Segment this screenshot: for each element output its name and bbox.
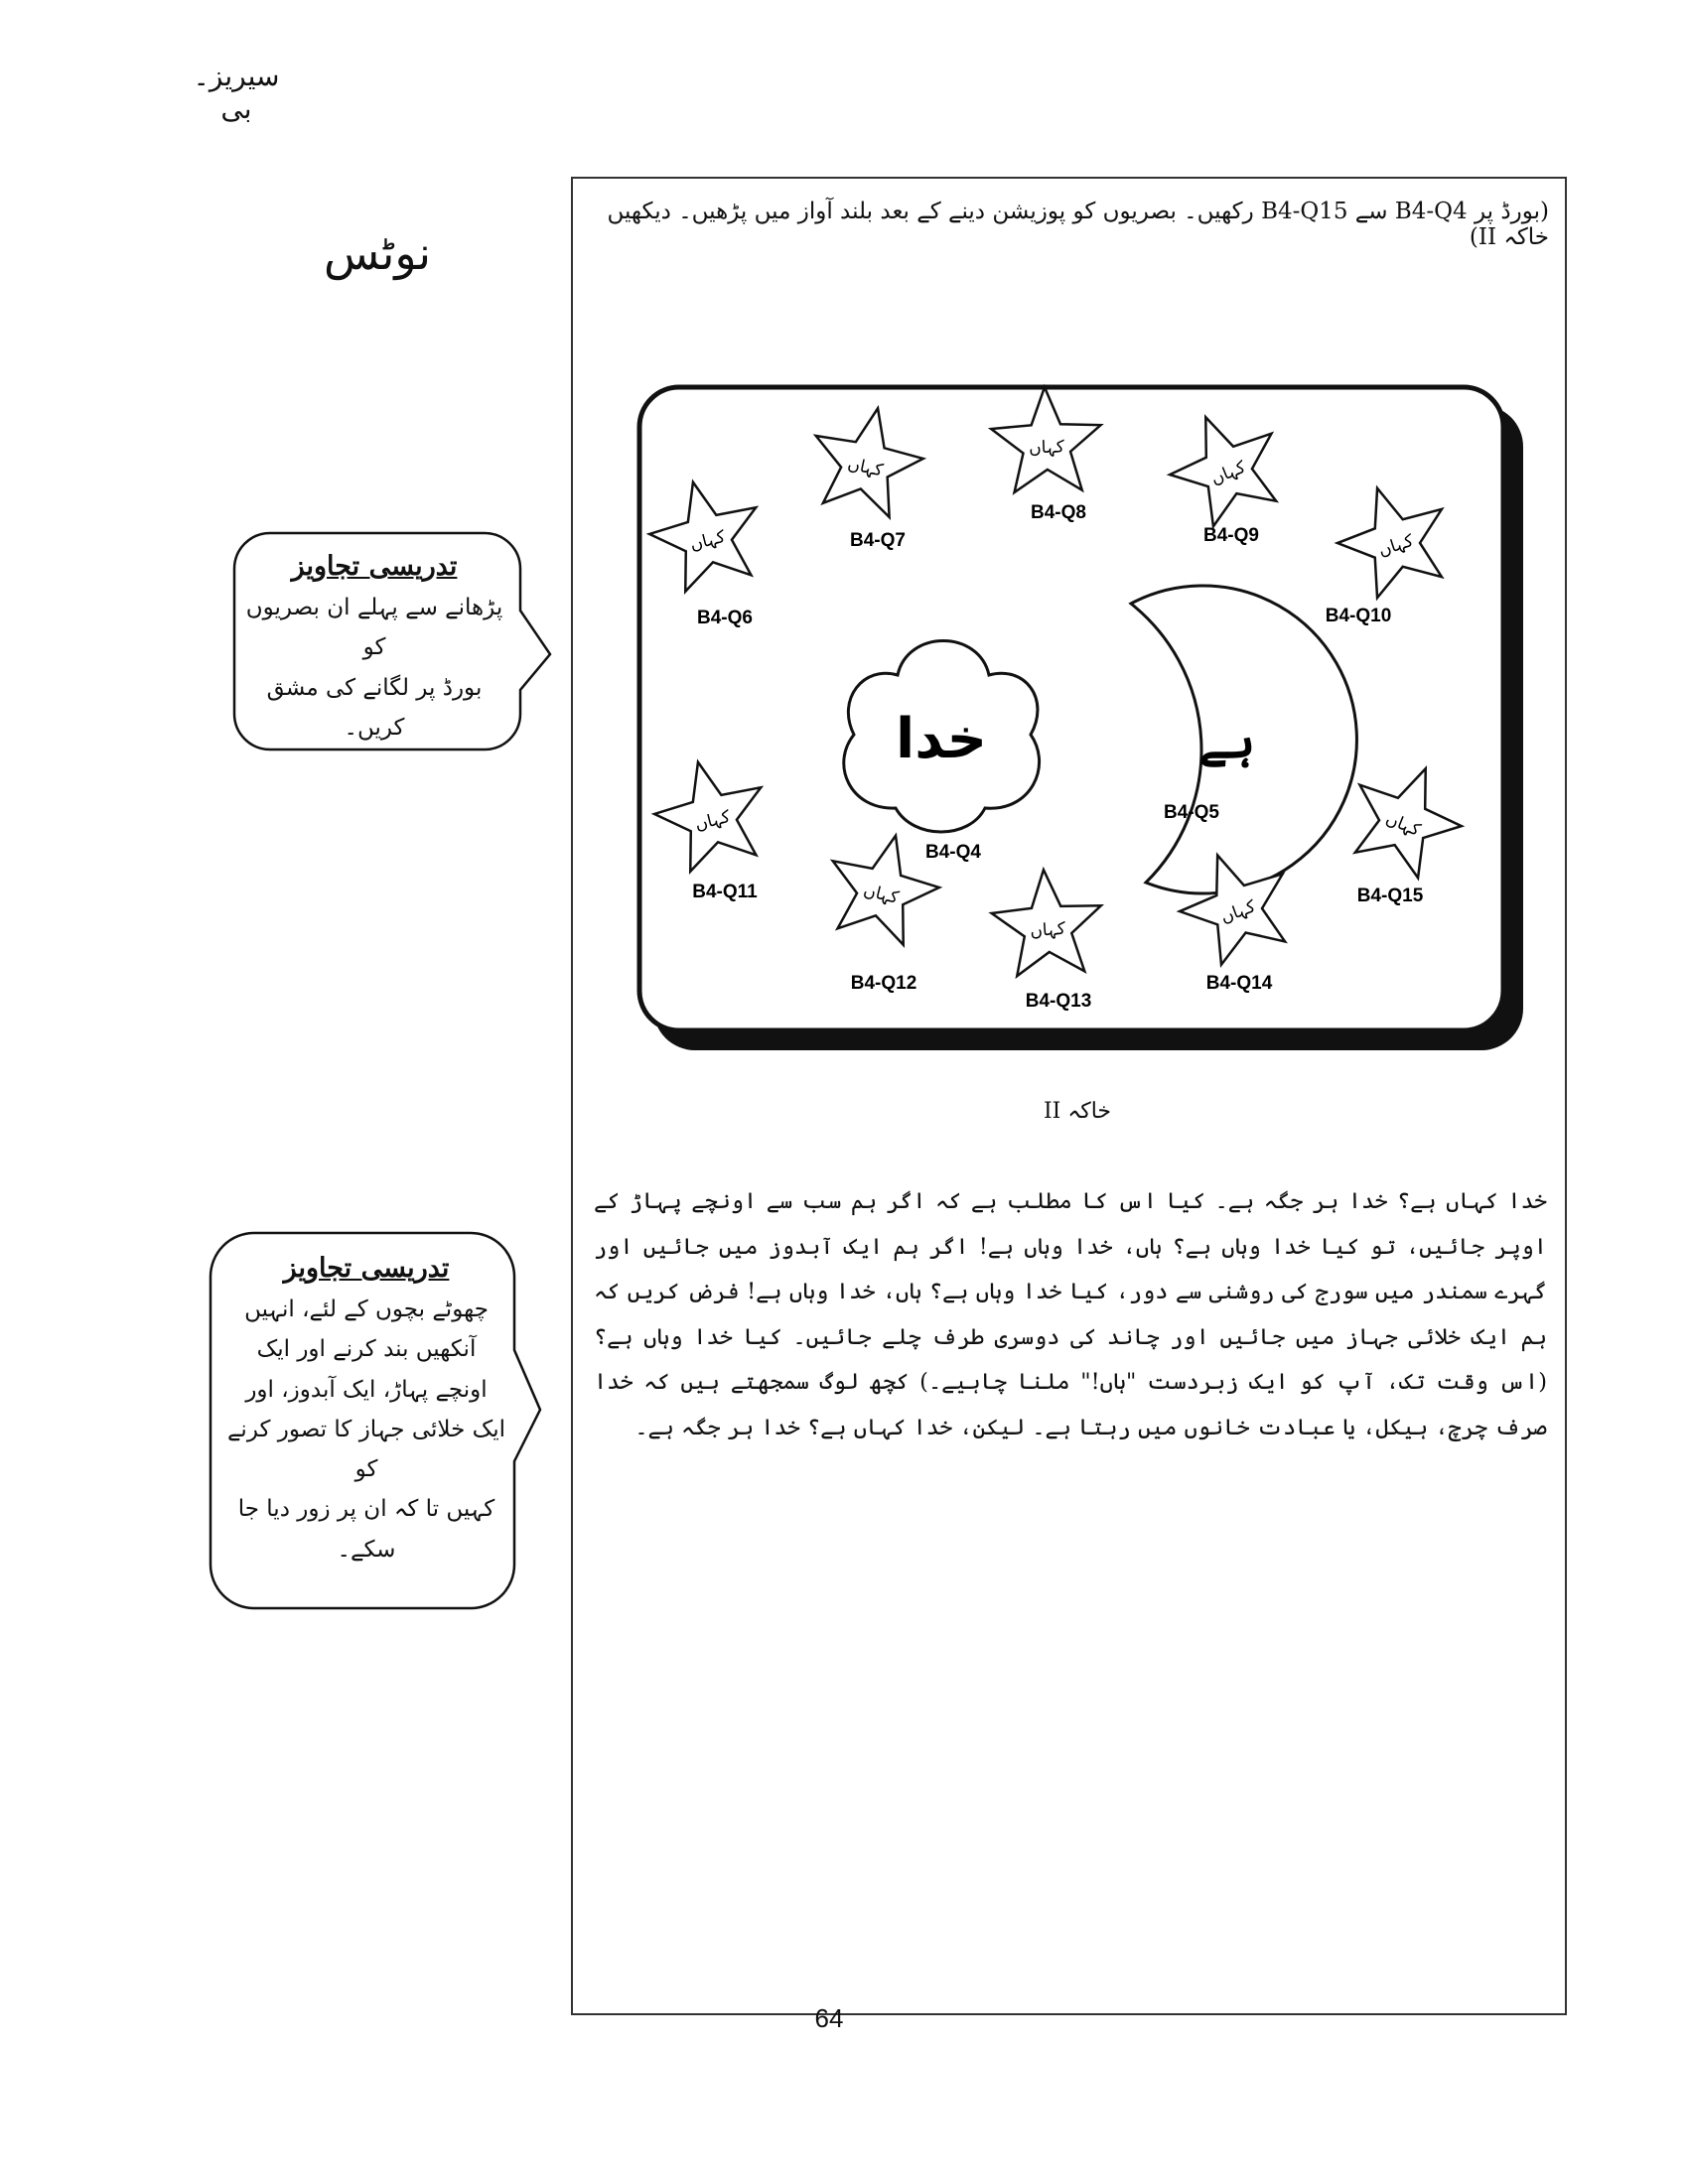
tip-line: اونچے پہاڑ، ایک آبدوز، اور	[245, 1376, 488, 1403]
star-label: B4-Q11	[692, 882, 758, 902]
star-label: B4-Q15	[1356, 886, 1424, 906]
tip-line: آنکھیں بند کرنے اور ایک	[256, 1336, 477, 1363]
star-label: B4-Q9	[1203, 525, 1259, 546]
star-word: کہاں	[845, 454, 885, 481]
star-label: B4-Q6	[697, 608, 753, 628]
star-word: کہاں	[687, 526, 728, 555]
star-label: B4-Q8	[1031, 502, 1086, 523]
tip-line: پڑھانے سے پہلے ان بصریوں کو	[245, 595, 503, 661]
star-label: B4-Q12	[850, 973, 917, 994]
star-word: کہاں	[1028, 437, 1065, 459]
tip-line: بورڈ پر لگانے کی مشق کریں۔	[266, 674, 483, 741]
star-word: کہاں	[1207, 457, 1249, 489]
tip-title: تدریسی تجاویز	[283, 1253, 450, 1284]
tip-line: چھوٹے بچوں کے لئے، انہیں	[244, 1297, 489, 1322]
star-word: کہاں	[1217, 896, 1259, 928]
page-number: 64	[814, 2003, 844, 2033]
teaching-tip-bubble-2	[205, 1231, 542, 1610]
star-label: B4-Q14	[1205, 973, 1273, 994]
moon-label: B4-Q5	[1164, 802, 1219, 823]
star-word: کہاں	[692, 806, 733, 835]
star-word: کہاں	[1382, 808, 1424, 841]
tip-line: ایک خلائی جہاز کا تصور کرنے کو	[226, 1416, 506, 1482]
series-label: سیریز۔ بی	[193, 60, 280, 125]
star-word: کہاں	[1375, 530, 1417, 561]
star-word: کہاں	[861, 880, 902, 908]
body-paragraph: خدا کہاں ہے؟ خدا ہر جگہ ہے۔ کیا اس کا مطلب ہے کہ اگر ہم سب سے اونچے پہاڑ کے اوپر جائیں، تو کیا خدا وہاں ہے؟ ہاں، خدا وہاں ہے! اگر ہم ایک آبدوز میں جائیں اور گہرے سمندر میں سورج کی روشنی سے دور، کیا خدا وہاں ہے؟ ہاں، خدا وہاں ہے! فرض کریں کہ ہم ایک خلائی جہاز میں جائیں اور چاند کی دوسری طرف چلے جائیں۔ کیا خدا وہاں ہے؟ (اس وقت تک، آپ کو ایک زبردست "ہاں!" ملنا چاہیے۔) کچھ لوگ سمجھتے ہیں کہ خدا صرف چرچ، ہیکل، یا عبادت خانوں میں رہتا ہے۔ لیکن، خدا کہاں ہے؟ خدا ہر جگہ ہے۔	[594, 1188, 1547, 1440]
instruction-text: (بورڈ پر B4-Q4 سے B4-Q15 رکھیں۔ بصریوں کو پوزیشن دینے کے بعد بلند آواز میں پڑھیں۔ دیکھیں خاکہ II)	[607, 199, 1549, 250]
moon-word: ہے	[1198, 714, 1256, 769]
tip-line: کہیں تا کہ ان پر زور دیا جا سکے۔	[237, 1496, 495, 1563]
star-label: B4-Q7	[850, 530, 906, 551]
notes-title: نوٹس	[323, 226, 431, 280]
board-svg	[635, 381, 1529, 1056]
cloud-label: B4-Q4	[925, 842, 981, 863]
flannel-board-diagram	[635, 381, 1529, 1056]
star-word: کہاں	[1029, 918, 1066, 942]
cloud-word: خدا	[896, 707, 987, 772]
figure-caption: خاکہ II	[1043, 1099, 1112, 1124]
star-label: B4-Q10	[1325, 606, 1392, 626]
teaching-tip-bubble-1	[226, 531, 554, 751]
star-label: B4-Q13	[1025, 991, 1092, 1012]
tip-title: تدریسی تجاویز	[291, 551, 458, 582]
